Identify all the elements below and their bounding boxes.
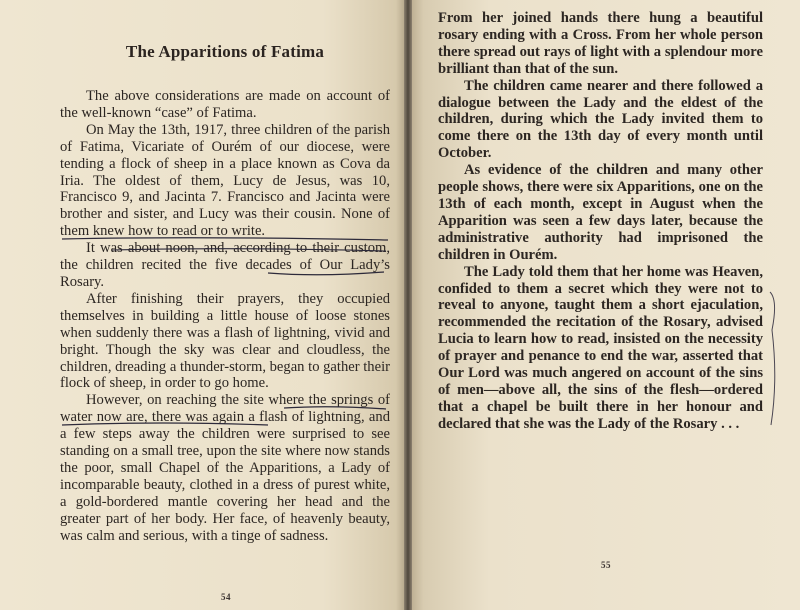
- paragraph: As evidence of the children and many other people shows, there were six Apparitions, one on the 13th of each month, except in August when the Apparition was seen a few days later, because the administrative authority had imprisoned the children in Ourém.: [438, 162, 763, 263]
- paragraph: On May the 13th, 1917, three children of the parish of Fatima, Vicariate of Ourém of our diocese, were tending a flock of sheep in a place known as Cova da Iria. The oldest of them, Lucy de Jesus, was 10, Francisco 9, and Jacinta 7. Francisco and Jacinta were brother and sister, and Lucy was their cousin. None of them knew how to read or to write.: [60, 121, 390, 240]
- book-gutter: [404, 0, 412, 610]
- paragraph: However, on reaching the site where the springs of water now are, there was again a flash of lightning, and a few steps away the children were surprised to see standing on a small tree, upon the site where now stands the poor, small Chapel of the Apparitions, a Lady of incomparable beauty, clothed in a dress of purest white, a gold-bordered mantle covering her head and the greater part of her body. Her face, of heavenly beauty, was calm and serious, with a tinge of sadness.: [60, 392, 390, 544]
- paragraph: After finishing their prayers, they occupied themselves in building a little house of loose stones when suddenly there was a flash of lightning, vivid and bright. Though the sky was clear and cloudless, the children, dreading a thunder-storm, began to gather their flock of sheep, in order to go home.: [60, 290, 390, 392]
- paragraph: The above considerations are made on account of the well-known “case” of Fatima.: [60, 88, 390, 121]
- chapter-title: The Apparitions of Fatima: [125, 42, 325, 61]
- page-number-right: 55: [601, 560, 611, 570]
- left-page-body: [60, 88, 390, 544]
- page-number-left: 54: [221, 592, 231, 602]
- right-page-body: [438, 10, 763, 433]
- paragraph: The children came nearer and there followed a dialogue between the Lady and the eldest of the children, during which the Lady invited them to come there on the 13th day of every month until October.: [438, 77, 763, 162]
- paragraph: From her joined hands there hung a beautiful rosary ending with a Cross. From her whole person there spread out rays of light with a splendour more brilliant than that of the sun.: [438, 10, 763, 77]
- paragraph: It was about noon, and, according to their custom, the children recited the five decades of Our Lady’s Rosary.: [60, 240, 390, 290]
- paragraph: The Lady told them that her home was Heaven, confided to them a secret which they were not to reveal to anyone, taught them a short ejaculation, recommended the recitation of the Rosary, advised Lucia to learn how to read, insisted on the necessity of prayer and penance to end the war, asserted that Our Lord was much angered on account of the sins of men—above all, the sins of the flesh—ordered that a chapel be built there in her honour and declared that she was the Lady of the Rosary . . .: [438, 263, 763, 432]
